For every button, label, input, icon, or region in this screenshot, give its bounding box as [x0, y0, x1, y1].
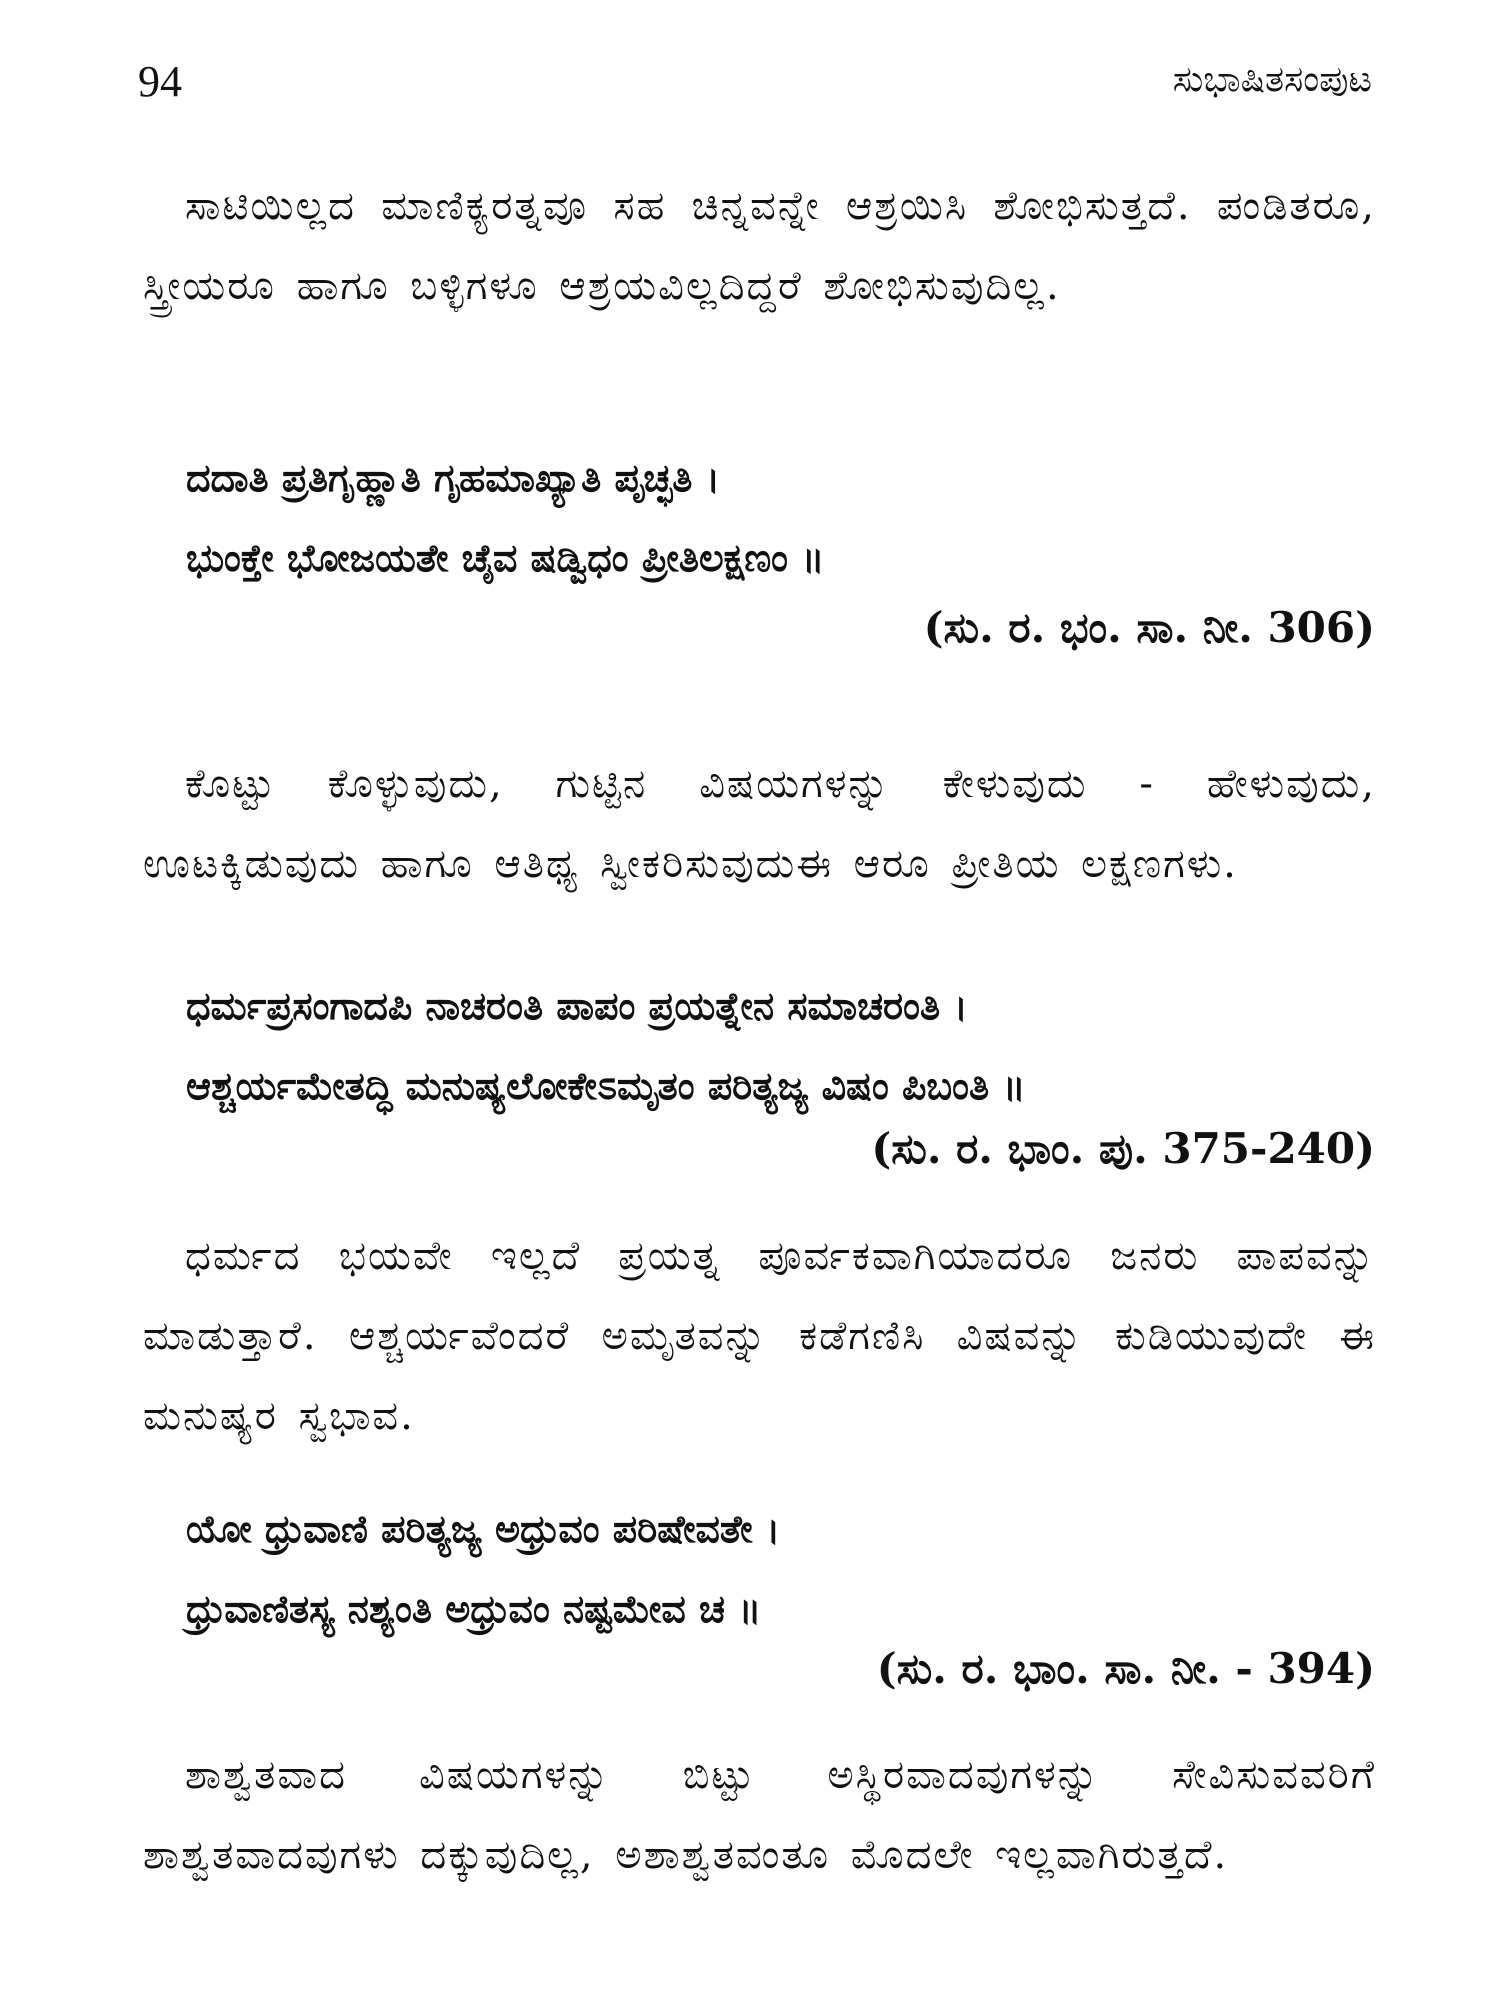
page-number: 94	[138, 57, 182, 106]
verse-3-line-1: ಯೋ ಧ್ರುವಾಣಿ ಪರಿತ್ಯಜ್ಯ ಅಧ್ರುವಂ ಪರಿಷೇವತೇ ।	[186, 1506, 781, 1551]
paragraph-1: ಸಾಟಿಯಿಲ್ಲದ ಮಾಣಿಕ್ಯರತ್ನವೂ ಸಹ ಚಿನ್ನವನ್ನೇ ಆಶ್ರಯಿಸಿ ಶೋಭಿಸುತ್ತದೆ. ಪಂಡಿತರೂ, ಸ್ತ್ರೀಯರೂ ಹಾಗೂ ಬಳ್ಳಿಗಳೂ ಆಶ್ರಯವಿಲ್ಲದಿದ್ದರೆ ಶೋಭಿಸುವುದಿಲ್ಲ.	[143, 183, 1376, 309]
paragraph-3: ಧರ್ಮದ ಭಯವೇ ಇಲ್ಲದೆ ಪ್ರಯತ್ನ ಪೂರ್ವಕವಾಗಿಯಾದರೂ ಜನರು ಪಾಪವನ್ನು ಮಾಡುತ್ತಾರೆ. ಆಶ್ಚರ್ಯವೆಂದರೆ ಅಮೃತವನ್ನು ಕಡೆಗಣಿಸಿ ವಿಷವನ್ನು ಕುಡಿಯುವುದೇ ಈ ಮನುಷ್ಯರ ಸ್ವಭಾವ.	[143, 1233, 1376, 1439]
verse-3-line-2: ಧ್ರುವಾಣಿತಸ್ಯ ನಶ್ಯಂತಿ ಅಧ್ರುವಂ ನಷ್ಟಮೇವ ಚ ॥	[186, 1586, 762, 1631]
verse-2-line-1: ಧರ್ಮಪ್ರಸಂಗಾದಪಿ ನಾಚರಂತಿ ಪಾಪಂ ಪ್ರಯತ್ನೇನ ಸಮಾಚರಂತಿ ।	[186, 983, 968, 1028]
citation-3: (ಸು. ರ. ಭಾಂ. ಸಾ. ನೀ. - 394)	[876, 1644, 1375, 1693]
verse-3	[186, 1489, 1376, 1649]
citation-2: (ಸು. ರ. ಭಾಂ. ಪು. 375-240)	[871, 1124, 1375, 1173]
citation-1: (ಸು. ರ. ಭಂ. ಸಾ. ನೀ. 306)	[923, 603, 1375, 652]
verse-1-line-1: ದದಾತಿ ಪ್ರತಿಗೃಹ್ಣಾತಿ ಗೃಹಮಾಖ್ಯಾತಿ ಪೃಚ್ಛತಿ ।	[186, 455, 721, 500]
paragraph-4: ಶಾಶ್ವತವಾದ ವಿಷಯಗಳನ್ನು ಬಿಟ್ಟು ಅಸ್ಥಿರವಾದವುಗಳನ್ನು ಸೇವಿಸುವವರಿಗೆ ಶಾಶ್ವತವಾದವುಗಳು ದಕ್ಕುವುದಿಲ್ಲ, ಅಶಾಶ್ವತವಂತೂ ಮೊದಲೇ ಇಲ್ಲವಾಗಿರುತ್ತದೆ.	[143, 1752, 1376, 1878]
paragraph-2: ಕೊಟ್ಟು ಕೊಳ್ಳುವುದು, ಗುಟ್ಟಿನ ವಿಷಯಗಳನ್ನು ಕೇಳುವುದು - ಹೇಳುವುದು, ಊಟಕ್ಕಿಡುವುದು ಹಾಗೂ ಆತಿಥ್ಯ ಸ್ವೀಕರಿಸುವುದುಈ ಆರೂ ಪ್ರೀತಿಯ ಲಕ್ಷಣಗಳು.	[143, 761, 1376, 887]
verse-1-line-2: ಭುಂಕ್ತೇ ಭೋಜಯತೇ ಚೈವ ಷಡ್ವಿಧಂ ಪ್ರೀತಿಲಕ್ಷಣಂ ॥	[186, 535, 825, 580]
running-head-title: ಸುಭಾಷಿತಸಂಪುಟ	[1172, 59, 1372, 100]
verse-2-line-2: ಆಶ್ಚರ್ಯಮೇತದ್ಧಿ ಮನುಷ್ಯಲೋಕೇಽಮೃತಂ ಪರಿತ್ಯಜ್ಯ ವಿಷಂ ಪಿಬಂತಿ ॥	[186, 1063, 1026, 1108]
verse-1	[186, 438, 1376, 598]
verse-2	[186, 966, 1376, 1126]
